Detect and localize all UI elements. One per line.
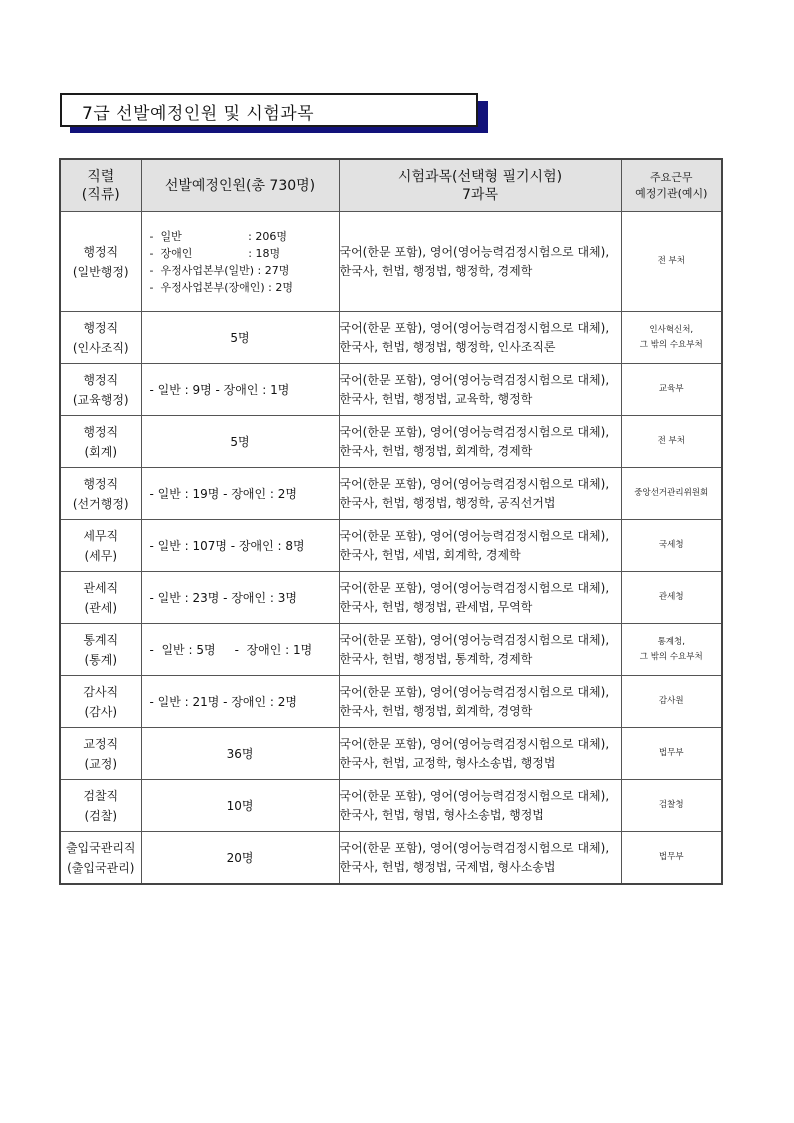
header-job: 직렬 (직류) [60, 159, 141, 212]
table-row [60, 728, 722, 780]
agency-cell: 감사원 [621, 676, 722, 728]
table-row [60, 572, 722, 624]
job-cell: 교정직 (교정) [60, 728, 141, 780]
table-row [60, 832, 722, 885]
job-cell: 행정직 (선거행정) [60, 468, 141, 520]
table-row [60, 364, 722, 416]
table-header-row [60, 159, 722, 212]
table-row [60, 416, 722, 468]
table-row [60, 624, 722, 676]
subjects-cell: 국어(한문 포함), 영어(영어능력검정시험으로 대체), 한국사, 헌법, 행정법, 교육학, 행정학 [339, 364, 621, 416]
job-cell: 행정직 (일반행정) [60, 212, 141, 312]
table-row [60, 780, 722, 832]
subjects-cell: 국어(한문 포함), 영어(영어능력검정시험으로 대체), 한국사, 헌법, 행정법, 회계학, 경영학 [339, 676, 621, 728]
job-cell: 감사직 (감사) [60, 676, 141, 728]
quota-cell [141, 212, 339, 312]
table-row [60, 676, 722, 728]
subjects-cell: 국어(한문 포함), 영어(영어능력검정시험으로 대체), 한국사, 헌법, 행정법, 행정학, 인사조직론 [339, 312, 621, 364]
agency-cell: 전 부처 [621, 212, 722, 312]
subjects-cell: 국어(한문 포함), 영어(영어능력검정시험으로 대체), 한국사, 헌법, 세법, 회계학, 경제학 [339, 520, 621, 572]
header-subjects: 시험과목(선택형 필기시험) 7과목 [339, 159, 621, 212]
job-cell: 행정직 (교육행정) [60, 364, 141, 416]
subjects-cell: 국어(한문 포함), 영어(영어능력검정시험으로 대체), 한국사, 헌법, 형법, 형사소송법, 행정법 [339, 780, 621, 832]
quota-cell: 20명 [141, 832, 339, 885]
subjects-cell: 국어(한문 포함), 영어(영어능력검정시험으로 대체), 한국사, 헌법, 행정법, 회계학, 경제학 [339, 416, 621, 468]
job-cell: 행정직 (인사조직) [60, 312, 141, 364]
page-title: 7급 선발예정인원 및 시험과목 [82, 104, 315, 124]
job-cell: 통계직 (통계) [60, 624, 141, 676]
job-cell: 관세직 (관세) [60, 572, 141, 624]
subjects-cell: 국어(한문 포함), 영어(영어능력검정시험으로 대체), 한국사, 헌법, 행정법, 통계학, 경제학 [339, 624, 621, 676]
agency-cell: 국세청 [621, 520, 722, 572]
quota-line: - 일반 : 206명 [149, 229, 287, 243]
quota-cell: - 일반 : 5명 - 장애인 : 1명 [141, 624, 339, 676]
quota-cell: 36명 [141, 728, 339, 780]
agency-cell: 중앙선거관리위원회 [621, 468, 722, 520]
quota-cell: - 일반 : 23명 - 장애인 : 3명 [141, 572, 339, 624]
quota-cell: - 일반 : 21명 - 장애인 : 2명 [141, 676, 339, 728]
agency-cell: 통계청, 그 밖의 수요부처 [621, 624, 722, 676]
title-frame [60, 93, 478, 127]
quota-line: - 우정사업본부(장애인) : 2명 [149, 280, 294, 294]
quota-line: - 장애인 : 18명 [149, 246, 281, 260]
quota-cell: 10명 [141, 780, 339, 832]
quota-cell: - 일반 : 19명 - 장애인 : 2명 [141, 468, 339, 520]
section-title-box [60, 93, 488, 133]
table-row [60, 212, 722, 312]
agency-cell: 전 부처 [621, 416, 722, 468]
agency-cell: 법무부 [621, 832, 722, 885]
table-row [60, 520, 722, 572]
subjects-cell: 국어(한문 포함), 영어(영어능력검정시험으로 대체), 한국사, 헌법, 행정법, 국제법, 형사소송법 [339, 832, 621, 885]
table-row [60, 468, 722, 520]
quota-list [142, 228, 339, 296]
table-row [60, 312, 722, 364]
header-agency: 주요근무 예정기관(예시) [621, 159, 722, 212]
agency-cell: 인사혁신처, 그 밖의 수요부처 [621, 312, 722, 364]
quota-cell: - 일반 : 9명 - 장애인 : 1명 [141, 364, 339, 416]
job-cell: 검찰직 (검찰) [60, 780, 141, 832]
quota-cell: - 일반 : 107명 - 장애인 : 8명 [141, 520, 339, 572]
subjects-cell: 국어(한문 포함), 영어(영어능력검정시험으로 대체), 한국사, 헌법, 행정법, 행정학, 공직선거법 [339, 468, 621, 520]
agency-cell: 교육부 [621, 364, 722, 416]
subjects-cell: 국어(한문 포함), 영어(영어능력검정시험으로 대체), 한국사, 헌법, 행정법, 행정학, 경제학 [339, 212, 621, 312]
subjects-cell: 국어(한문 포함), 영어(영어능력검정시험으로 대체), 한국사, 헌법, 행정법, 관세법, 무역학 [339, 572, 621, 624]
subjects-cell: 국어(한문 포함), 영어(영어능력검정시험으로 대체), 한국사, 헌법, 교정학, 형사소송법, 행정법 [339, 728, 621, 780]
header-quota: 선발예정인원(총 730명) [141, 159, 339, 212]
agency-cell: 검찰청 [621, 780, 722, 832]
quota-line: - 우정사업본부(일반) : 27명 [149, 263, 290, 277]
agency-cell: 법무부 [621, 728, 722, 780]
quota-cell: 5명 [141, 416, 339, 468]
job-cell: 행정직 (회계) [60, 416, 141, 468]
quota-cell: 5명 [141, 312, 339, 364]
job-cell: 출입국관리직 (출입국관리) [60, 832, 141, 885]
agency-cell: 관세청 [621, 572, 722, 624]
job-cell: 세무직 (세무) [60, 520, 141, 572]
exam-table [59, 158, 723, 885]
